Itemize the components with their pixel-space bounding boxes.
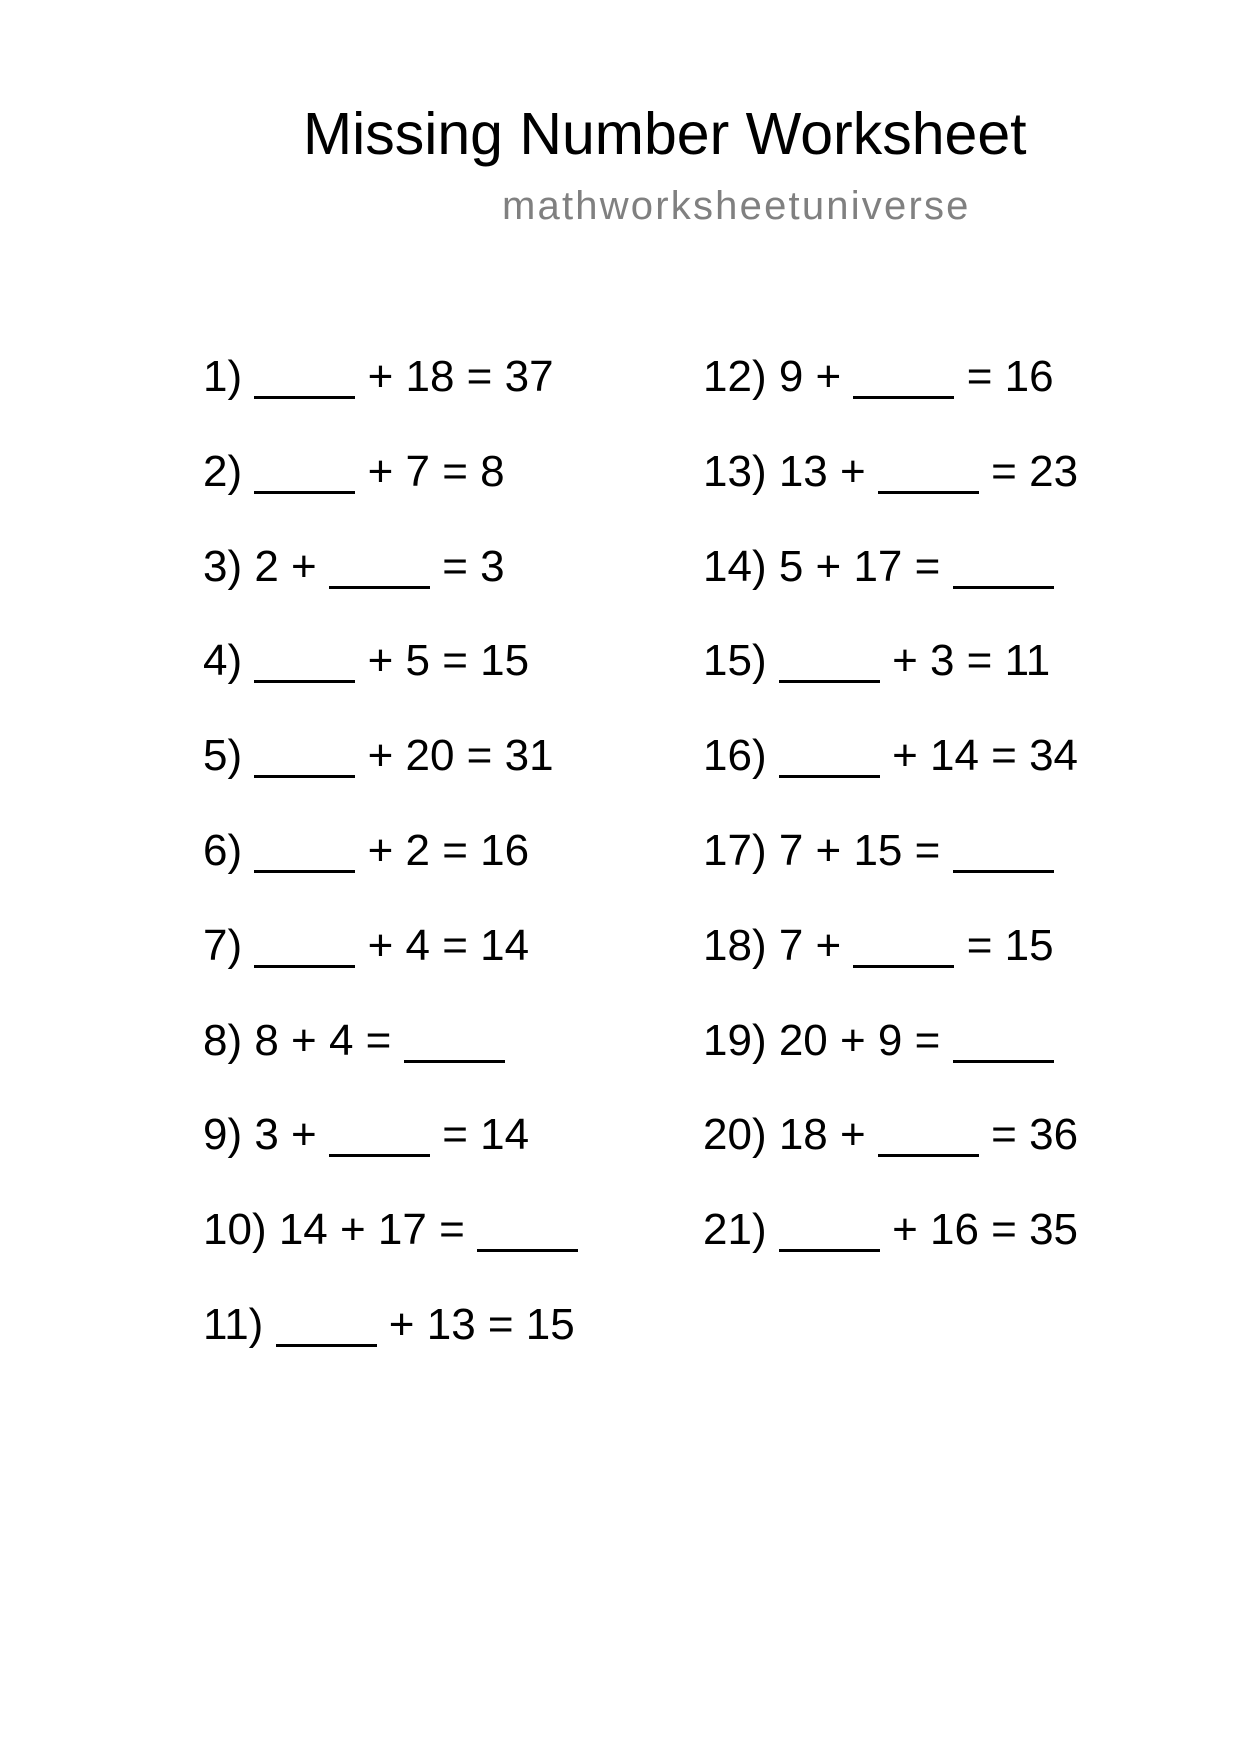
equation-text: 8 + 4 = (254, 1015, 392, 1065)
answer-blank[interactable] (329, 586, 430, 589)
problem-item (703, 826, 1054, 875)
problem-number: 19) (703, 1015, 767, 1065)
equation-text: 20 + 9 = (778, 1015, 941, 1065)
answer-blank[interactable] (329, 1154, 430, 1157)
problem-number: 20) (703, 1110, 767, 1160)
problem-number: 9) (203, 1110, 243, 1160)
answer-blank[interactable] (276, 1344, 377, 1347)
problem-item (703, 636, 1051, 686)
problem-number: 17) (703, 826, 767, 875)
answer-blank[interactable] (477, 1249, 578, 1252)
answer-blank[interactable] (254, 680, 355, 683)
equation-text: = 16 (966, 352, 1054, 401)
equation-text: = 15 (966, 920, 1054, 970)
answer-blank[interactable] (254, 965, 355, 968)
equation-text: = 3 (442, 541, 505, 591)
equation-text: + 13 = 15 (388, 1300, 575, 1349)
problem-item (703, 731, 1079, 781)
answer-blank[interactable] (878, 491, 979, 494)
equation-text: + 7 = 8 (367, 446, 505, 496)
answer-blank[interactable] (254, 775, 355, 778)
problem-number: 2) (203, 446, 243, 496)
problem-number: 18) (703, 920, 767, 970)
problem-number: 5) (203, 731, 243, 781)
equation-text: = 23 (991, 446, 1079, 496)
equation-text: = 14 (442, 1110, 530, 1160)
equation-text: 3 + (254, 1110, 317, 1160)
equation-text: 18 + (778, 1110, 866, 1160)
equation-text: + 3 = 11 (892, 636, 1051, 686)
problem-number: 10) (203, 1205, 267, 1255)
problem-number: 4) (203, 636, 243, 686)
worksheet-source-label: mathworksheetuniverse (502, 184, 971, 228)
equation-text: 9 + (778, 352, 842, 401)
answer-blank[interactable] (878, 1154, 979, 1157)
problem-number: 12) (703, 352, 767, 401)
answer-blank[interactable] (404, 1060, 505, 1063)
answer-blank[interactable] (953, 1060, 1054, 1063)
problem-item (203, 1110, 530, 1160)
answer-blank[interactable] (853, 396, 954, 399)
equation-text: + 5 = 15 (367, 636, 530, 686)
problem-item (203, 352, 554, 401)
answer-blank[interactable] (254, 396, 355, 399)
problem-number: 6) (203, 826, 243, 875)
problem-item (203, 636, 530, 686)
answer-blank[interactable] (953, 586, 1054, 589)
problem-number: 1) (203, 352, 243, 401)
answer-blank[interactable] (779, 1249, 880, 1252)
worksheet-title: Missing Number Worksheet (303, 101, 1027, 167)
equation-text: 14 + 17 = (278, 1205, 465, 1255)
answer-blank[interactable] (953, 870, 1054, 873)
answer-blank[interactable] (779, 775, 880, 778)
answer-blank[interactable] (254, 870, 355, 873)
problem-item (203, 826, 530, 875)
problem-item (703, 541, 1054, 591)
problem-number: 21) (703, 1205, 767, 1255)
equation-text: 5 + 17 = (778, 541, 941, 591)
problem-item (203, 1205, 578, 1255)
answer-blank[interactable] (853, 965, 954, 968)
problem-item (203, 731, 554, 781)
problem-number: 7) (203, 920, 243, 970)
problem-item (703, 352, 1054, 401)
equation-text: + 18 = 37 (367, 352, 554, 401)
answer-blank[interactable] (779, 680, 880, 683)
problem-number: 15) (703, 636, 767, 686)
problem-item (203, 541, 505, 591)
problem-item (703, 446, 1079, 496)
problem-item (203, 1300, 575, 1349)
problem-number: 3) (203, 541, 243, 591)
problem-number: 13) (703, 446, 767, 496)
problem-item (203, 446, 505, 496)
problem-number: 11) (203, 1300, 264, 1349)
problem-item (703, 1015, 1054, 1065)
problem-item (703, 1110, 1079, 1160)
problem-number: 8) (203, 1015, 243, 1065)
problem-item (203, 920, 530, 970)
equation-text: + 16 = 35 (892, 1205, 1079, 1255)
problem-item (703, 920, 1054, 970)
equation-text: 2 + (254, 541, 317, 591)
problem-item (203, 1015, 505, 1065)
problem-item (703, 1205, 1079, 1255)
problem-number: 14) (703, 541, 767, 591)
equation-text: + 2 = 16 (367, 826, 530, 875)
equation-text: 7 + (778, 920, 842, 970)
equation-text: 13 + (778, 446, 866, 496)
answer-blank[interactable] (254, 491, 355, 494)
problem-number: 16) (703, 731, 767, 781)
equation-text: + 4 = 14 (367, 920, 530, 970)
equation-text: 7 + 15 = (778, 826, 941, 875)
equation-text: = 36 (991, 1110, 1079, 1160)
equation-text: + 20 = 31 (367, 731, 554, 781)
equation-text: + 14 = 34 (892, 731, 1079, 781)
